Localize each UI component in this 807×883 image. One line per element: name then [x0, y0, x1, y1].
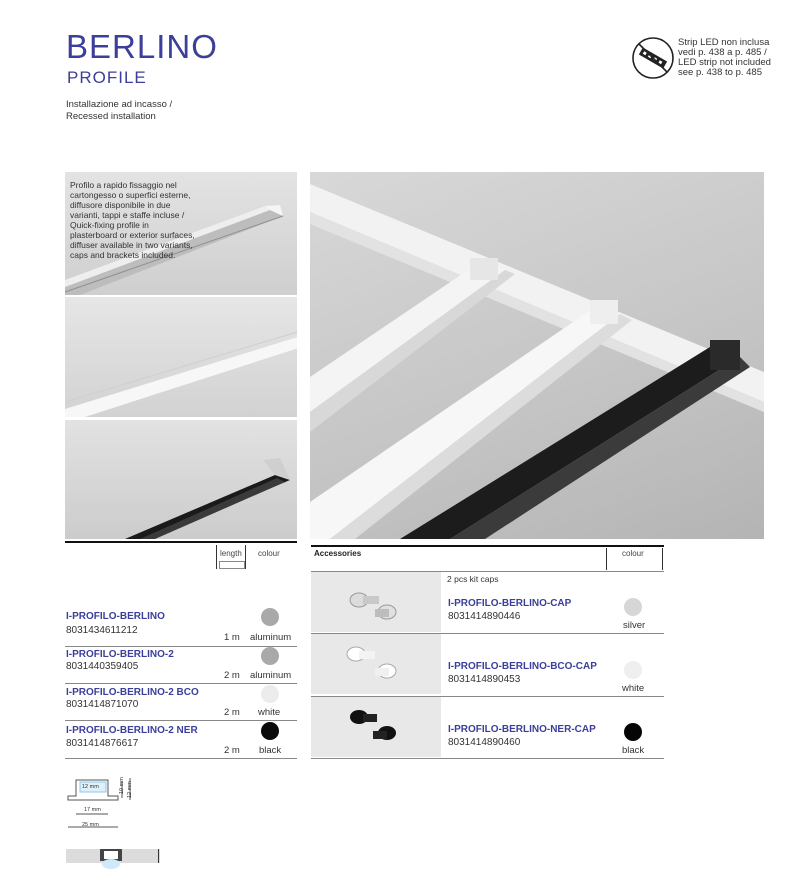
product-colour: aluminum: [250, 670, 292, 681]
page-subtitle: PROFILE: [67, 68, 147, 87]
colour-swatch: [624, 661, 642, 679]
product-name: I-PROFILO-BERLINO-2 NER: [66, 725, 198, 736]
description-line: diffusore disponibile in due: [70, 200, 171, 210]
product-colour: black: [259, 745, 282, 756]
product-code: 8031440359405: [66, 661, 139, 672]
description-line: plasterboard or exterior surfaces,: [70, 230, 195, 240]
dim-total-width: 25 mm: [82, 822, 99, 828]
description-line: varianti, tappi e staffe incluse /: [70, 210, 185, 220]
accessory-photo-black: [311, 697, 441, 757]
accessories-title: Accessories: [314, 549, 362, 558]
profile-inner: [104, 851, 118, 859]
row-divider: [311, 758, 664, 759]
accessory-code: 8031414890453: [448, 674, 521, 685]
description-line: cartongesso o superfici esterne,: [70, 190, 191, 200]
colour-swatch: [261, 647, 279, 665]
accessory-photo-white: [311, 634, 441, 694]
notice-line: Strip LED non inclusa: [678, 37, 770, 48]
column-divider: [662, 548, 663, 570]
colour-swatch: [261, 722, 279, 740]
row-divider: [65, 646, 297, 647]
colour-swatch: [261, 608, 279, 626]
colour-header: colour: [258, 549, 280, 558]
colour-swatch: [261, 685, 279, 703]
dim-base-width: 17 mm: [84, 807, 101, 813]
product-code: 8031434611212: [66, 625, 138, 636]
product-name: I-PROFILO-BERLINO: [66, 611, 165, 622]
description-line: Profilo a rapido fissaggio nel: [70, 180, 177, 190]
dim-outer-height: 12 mm: [127, 781, 133, 798]
colour-swatch: [624, 723, 642, 741]
product-name: I-PROFILO-BERLINO-2: [66, 649, 174, 660]
notice-line: vedi p. 438 a p. 485 /: [678, 47, 767, 58]
product-code: 8031414871070: [66, 699, 139, 710]
product-description: [70, 180, 240, 260]
product-length: 2 m: [224, 670, 240, 681]
accessory-colour: silver: [623, 620, 646, 631]
accessory-colour: black: [622, 745, 645, 756]
description-line: Quick-fixing profile in: [70, 220, 149, 230]
accessory-code: 8031414890460: [448, 737, 521, 748]
product-length: 2 m: [224, 707, 240, 718]
product-length: 1 m: [224, 632, 240, 643]
colour-swatch: [624, 598, 642, 616]
installation-photo: [310, 172, 764, 539]
accessory-name: I-PROFILO-BERLINO-BCO-CAP: [448, 661, 597, 672]
accessory-colour-header: colour: [622, 549, 644, 558]
accessory-name: I-PROFILO-BERLINO-CAP: [448, 598, 572, 609]
accessories-top-rule: [311, 545, 664, 547]
accessory-colour: white: [622, 683, 645, 694]
installation-it: Installazione ad incasso /: [66, 99, 173, 110]
product-colour: aluminum: [250, 632, 292, 643]
installation-type: [66, 99, 172, 123]
dim-inner-width: 12 mm: [82, 784, 99, 790]
accessory-name: I-PROFILO-BERLINO-NER-CAP: [448, 724, 596, 735]
row-divider: [65, 720, 297, 721]
kit-note: 2 pcs kit caps: [447, 574, 499, 584]
column-divider: [216, 545, 217, 569]
no-led-strip-icon: [631, 36, 675, 80]
product-length: 2 m: [224, 745, 240, 756]
row-divider: [65, 758, 297, 759]
product-photo-black: [65, 420, 297, 539]
product-photo-white: [65, 297, 297, 417]
description-line: caps and brackets included.: [70, 250, 176, 260]
light-glow: [102, 859, 120, 869]
page-title: BERLINO: [66, 28, 218, 65]
dim-inner-height: 10 mm: [119, 777, 125, 794]
table-top-rule: [65, 541, 297, 543]
section-end-line: [158, 849, 159, 863]
installation-en: Recessed installation: [66, 111, 156, 122]
description-line: diffuser available in two variants,: [70, 240, 193, 250]
column-divider: [245, 545, 246, 569]
ruler-icon: [219, 561, 245, 569]
product-name: I-PROFILO-BERLINO-2 BCO: [66, 687, 199, 698]
accessory-code: 8031414890446: [448, 611, 521, 622]
accessory-photo-silver: [311, 572, 441, 632]
notice-line: LED strip not included: [678, 57, 771, 68]
product-code: 8031414876617: [66, 738, 139, 749]
product-colour: white: [258, 707, 281, 718]
column-divider: [606, 548, 607, 570]
notice-line: see p. 438 to p. 485: [678, 67, 762, 78]
row-divider: [65, 683, 297, 684]
length-header: length: [220, 549, 242, 558]
installed-section-drawing: [66, 849, 160, 863]
profile-section-drawing: [66, 772, 166, 832]
led-strip-notice: [678, 38, 771, 78]
